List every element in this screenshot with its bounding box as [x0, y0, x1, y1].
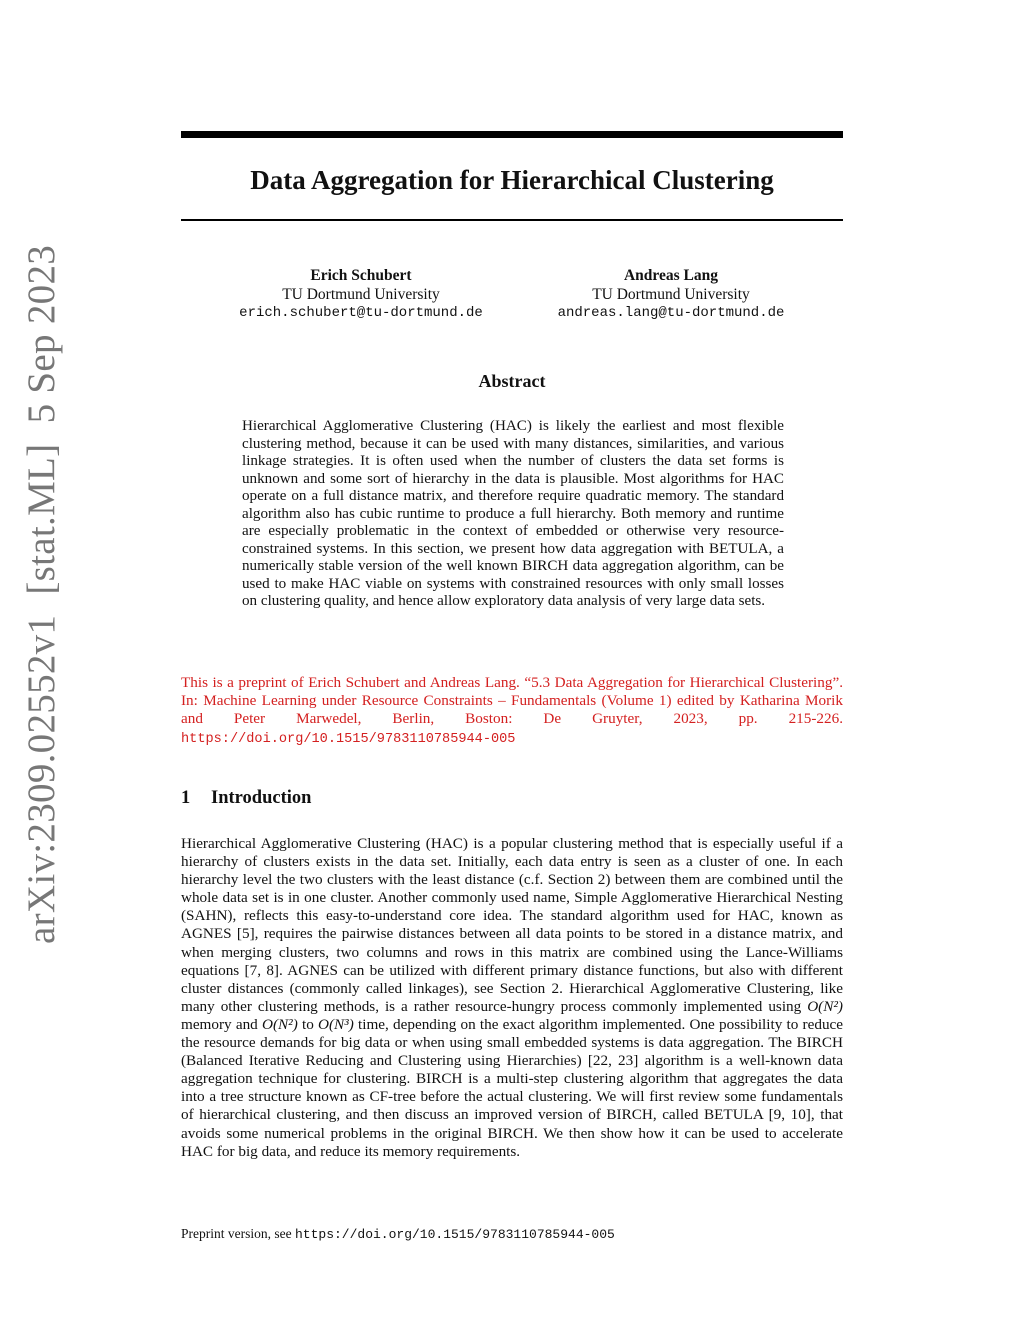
title-bottom-rule — [181, 219, 843, 221]
page-footer — [181, 1225, 615, 1243]
section-heading — [181, 786, 311, 810]
preprint-notice-text: This is a preprint of Erich Schubert and Andreas Lang. “5.3 Data Aggregation for Hierarchical Clustering”. In: Machine Learning under Resource Constraints – Fundamentals (Volume 1) edited by Katharina Morik and Peter Marwedel, Berlin, Boston: De Gruyter, 2023, pp. 215-226. — [181, 674, 843, 728]
author-affiliation: TU Dortmund University — [592, 286, 750, 303]
abstract-heading: Abstract — [478, 371, 546, 391]
section-title: Introduction — [211, 788, 312, 808]
paper-title: Data Aggregation for Hierarchical Clustering — [250, 165, 774, 195]
author-block-1 — [211, 266, 511, 323]
author-block-2 — [521, 266, 821, 323]
author-email[interactable]: andreas.lang@tu-dortmund.de — [557, 305, 785, 321]
section-number: 1 — [181, 788, 191, 808]
preprint-doi-link[interactable]: https://doi.org/10.1515/9783110785944-005 — [181, 731, 516, 747]
math-time-upper-complexity: O(N³) — [318, 1015, 354, 1033]
author-name: Erich Schubert — [310, 267, 412, 284]
footer-prefix: Preprint version, see — [181, 1226, 292, 1241]
arxiv-id-text: arXiv:2309.02552v1 [stat.ML] 5 Sep 2023 — [20, 244, 63, 944]
title-top-rule — [181, 131, 843, 138]
intro-text-part-4: time, depending on the exact algorithm implemented. One possibility to reduce the resource demands for big data or when using small embedded systems is data aggregation. The BIRCH (Balanced Iterative Reducing and Clustering using Hierarchies) [22, 23] algorithm is a well-known data aggregation technique for clustering. BIRCH is a multi-step clustering algorithm that aggregates the data into a tree structure known as CF-tree before the actual clustering. We will first review some fundamentals of hierarchical clustering, and then discuss an improved version of BIRCH, called BETULA [9, 10], that avoids some numerical problems in the original BIRCH. We then show how it can be used to accelerate HAC for big data, and reduce its memory requirements. — [181, 1015, 844, 1160]
introduction-body — [181, 835, 843, 1161]
author-email[interactable]: erich.schubert@tu-dortmund.de — [239, 305, 483, 321]
math-time-lower-complexity: O(N²) — [261, 1015, 298, 1033]
author-affiliation: TU Dortmund University — [282, 286, 440, 303]
intro-text-part-3: to — [301, 1015, 314, 1033]
preprint-notice — [181, 674, 843, 749]
math-memory-complexity: O(N²) — [807, 997, 843, 1015]
abstract-body: Hierarchical Agglomerative Clustering (HAC) is likely the earliest and most flexible clustering method, because it can be used with many distances, similarities, and various linkage strategies. It is often used when the number of clusters the data set forms is unknown and some sort of hierarchy in the data is plausible. Most algorithms for HAC operate on a full distance matrix, and therefore require quadratic memory. The standard algorithm also has cubic runtime to produce a full hierarchy. Both memory and runtime are especially problematic in the context of embedded or otherwise very resource-constrained systems. In this section, we present how data aggregation with BETULA, a numerically stable version of the well known BIRCH data aggregation algorithm, can be used to make HAC viable on systems with constrained resources with only small losses on clustering quality, and hence allow exploratory data analysis of very large data sets. — [242, 418, 784, 609]
author-name: Andreas Lang — [623, 267, 719, 284]
intro-text-part-2: memory and — [181, 1015, 258, 1033]
footer-doi-link[interactable]: https://doi.org/10.1515/9783110785944-005 — [294, 1227, 615, 1242]
intro-text-part-1: Hierarchical Agglomerative Clustering (HAC) is a popular clustering method that is especially useful if a hierarchy of clusters exists in the data set. Initially, each data entry is seen as a cluster of one. In each hierarchy level the two clusters with the least distance (c.f. Section 2) between them are combined until the whole data set is in one cluster. Another commonly used name, Simple Agglomerative Hierarchical Nesting (SAHN), reflects this easy-to-understand core idea. The standard algorithm used for HAC, known as AGNES [5], requires the pairwise distances between all data points to be stored in a distance matrix, and when merging clusters, two columns and rows in this matrix are combined using the Lance-Williams equations [7, 8]. AGNES can be utilized with different primary distance functions, but also with different cluster distances (commonly called linkages), see Section 2. Hierarchical Agglomerative Clustering, like many other clustering methods, is a rather resource-hungry process commonly implemented using — [181, 835, 843, 1015]
